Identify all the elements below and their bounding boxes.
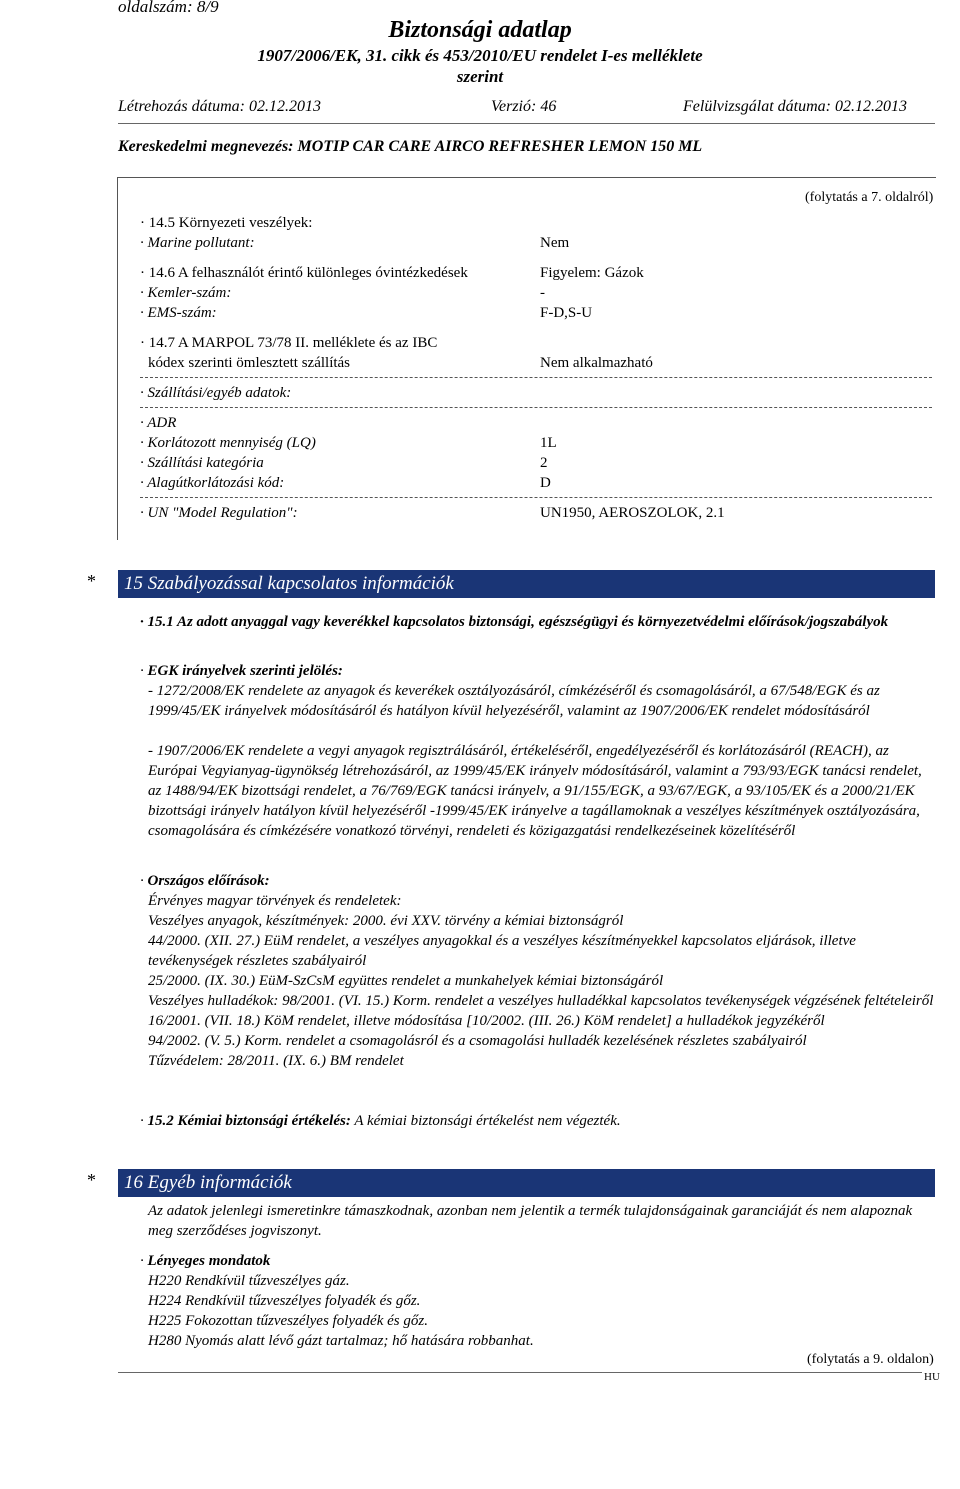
marine-pollutant-label: · Marine pollutant: (140, 235, 255, 251)
section-15-1-title: · 15.1 Az adott anyaggal vagy keverékkel kapcsolatos biztonsági, egészségügyi és környezetvédelmi előírások/jogszabályok (140, 614, 889, 630)
ems-label: · EMS-szám: (140, 305, 217, 321)
transport-other-title: · Szállítási/egyéb adatok: (140, 385, 292, 401)
precautions-value: Figyelem: Gázok (540, 265, 644, 281)
national-title: · Országos előírások: (140, 873, 270, 889)
lq-label: · Korlátozott mennyiség (LQ) (140, 435, 316, 451)
trade-name: Kereskedelmi megnevezés: MOTIP CAR CARE AIRCO REFRESHER LEMON 150 ML (118, 138, 703, 155)
national-line: 25/2000. (IX. 30.) EüM-SzCsM együttes rendelet a munkahelyek kémiai biztonságáról (148, 973, 664, 989)
document-title: Biztonsági adatlap (388, 17, 572, 43)
language-code: HU (922, 1367, 942, 1387)
national-line: Veszélyes anyagok, készítmények: 2000. évi XXV. törvény a kémiai biztonságról (148, 913, 624, 929)
env-hazards-title: · 14.5 Környezeti veszélyek: (140, 215, 313, 231)
created-date: Létrehozás dátuma: 02.12.2013 (118, 98, 321, 115)
national-regulations (148, 891, 938, 1071)
marine-pollutant-value: Nem (540, 235, 570, 251)
precautions-label: · 14.6 A felhasználót érintő különleges óvintézkedések (140, 265, 468, 281)
divider (140, 497, 932, 498)
transport-category-label: · Szállítási kategória (140, 455, 264, 471)
tunnel-code-label: · Alagútkorlátozási kód: (140, 475, 285, 491)
marpol-title: · 14.7 A MARPOL 73/78 II. melléklete és az IBC (140, 335, 438, 351)
revised-date: Felülvizsgálat dátuma: 02.12.2013 (683, 98, 907, 115)
footer-divider (118, 1372, 935, 1373)
section-15-title: 15 Szabályozással kapcsolatos információk (118, 570, 935, 598)
section-15-2: · 15.2 Kémiai biztonsági értékelés: A kémiai biztonsági értékelést nem végezték. (140, 1113, 621, 1129)
un-regulation-value: UN1950, AEROSZOLOK, 2.1 (540, 505, 725, 521)
marpol-title-line2: kódex szerinti ömlesztett szállítás (148, 355, 351, 371)
ek-text-2: - 1907/2006/EK rendelete a vegyi anyagok regisztrálásáról, értékeléséről, engedélyezéséről és korlátozásáról (REACH), az Európai Vegyianyag-ügynökség létrehozásáról, az 1999/45/EK irányelv módosításáról, valamint a 793/93/EGK tanácsi rendelet, az 1488/94/EK bizottsági rendelet, a 76/769/EGK tanácsi irányelv, a 91/155/EGK, a 93/67/EGK, a 93/105/EK és a 2000/21/EK bizottsági irányelv hatályon kívül helyezéséről -1999/45/EK irányelve a tagállamoknak a veszélyes készítmények osztályozására, csomagolására és címkézésére vonatkozó törvényi, rendeleti és közigazgatási rendelkezéseinek közelítéséről (148, 743, 922, 839)
change-marker: * (87, 1170, 96, 1190)
national-line: 16/2001. (VII. 18.) KöM rendelet, illetve módosítása [10/2002. (III. 26.) KöM rendelet] a hulladékok jegyzékéről (148, 1013, 825, 1029)
section-16-intro: Az adatok jelenlegi ismeretinkre támaszkodnak, azonban nem jelentik a termék tulajdonságainak garanciáját és nem alapoznak meg szerződéses jogviszonyt. (148, 1203, 913, 1239)
regulation-line: 1907/2006/EK, 31. cikk és 453/2010/EU rendelet I-es melléklete (257, 46, 703, 65)
ek-text-1: - 1272/2008/EK rendelete az anyagok és keverékek osztályozásáról, címkézéséről és csomagolásáról, a 67/548/EGK és az 1999/45/EK irányelvek módosításáról és hatályon kívül helyezéséről, valamint az 1907/2006/EK rendelet módosításáról (148, 683, 880, 719)
regulation-suffix: szerint (456, 67, 504, 86)
change-marker: * (87, 571, 96, 591)
national-line: Érvényes magyar törvények és rendeletek: (148, 893, 402, 909)
hazard-phrase: H280 Nyomás alatt lévő gázt tartalmaz; hő hatására robbanhat. (148, 1333, 534, 1349)
national-line: Tűzvédelem: 28/2011. (IX. 6.) BM rendelet (148, 1053, 404, 1069)
national-line: 94/2002. (V. 5.) Korm. rendelet a csomagolásról és a csomagolási hulladék kezelésének részletes szabályairól (148, 1033, 807, 1049)
hazard-phrases (148, 1271, 938, 1351)
national-line: 44/2000. (XII. 27.) EüM rendelet, a veszélyes anyagokkal és a veszélyes készítményekkel kapcsolatos eljárások, illetve tevékenységek részletes szabályairól (148, 933, 856, 969)
ems-value: F-D,S-U (540, 305, 593, 321)
tunnel-code-value: D (540, 475, 551, 491)
adr-title: · ADR (140, 415, 177, 431)
phrases-title: · Lényeges mondatok (140, 1253, 271, 1269)
hazard-phrase: H225 Fokozottan tűzveszélyes folyadék és gőz. (148, 1313, 428, 1329)
continued-to: (folytatás a 9. oldalon) (807, 1352, 934, 1367)
kemler-label: · Kemler-szám: (140, 285, 232, 301)
marpol-value: Nem alkalmazható (540, 355, 653, 371)
kemler-value: - (540, 285, 545, 301)
continued-from: (folytatás a 7. oldalról) (805, 190, 934, 205)
divider (140, 407, 932, 408)
national-line: Veszélyes hulladékok: 98/2001. (VI. 15.) Korm. rendelet a veszélyes hulladékkal kapcsolatos tevékenységek végzésének feltételeiről (148, 993, 934, 1009)
section-16-title: 16 Egyéb információk (118, 1169, 935, 1197)
version: Verzió: 46 (491, 98, 557, 115)
divider (140, 377, 932, 378)
lq-value: 1L (540, 435, 557, 451)
hazard-phrase: H224 Rendkívül tűzveszélyes folyadék és gőz. (148, 1293, 421, 1309)
un-regulation-label: · UN "Model Regulation": (140, 505, 298, 521)
hazard-phrase: H220 Rendkívül tűzveszélyes gáz. (148, 1273, 350, 1289)
header-divider (118, 123, 935, 124)
ek-title: · EGK irányelvek szerinti jelölés: (140, 663, 343, 679)
page-number: oldalszám: 8/9 (118, 0, 219, 16)
transport-category-value: 2 (540, 455, 548, 471)
